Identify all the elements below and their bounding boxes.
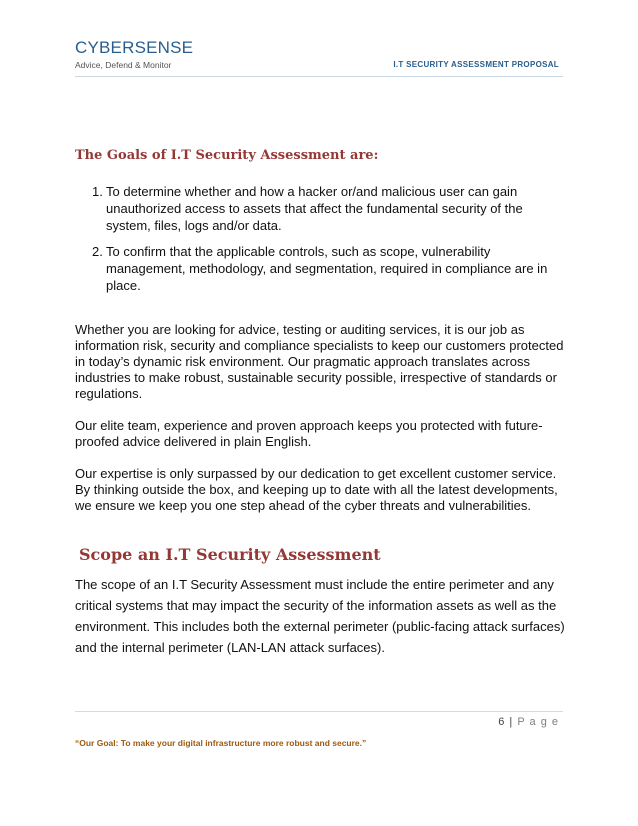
page-number	[498, 716, 559, 728]
goal-item-text: To determine whether and how a hacker or/and malicious user can gain unauthorized access to assets that affect the fundamental security of the system, files, logs and/or data.	[106, 184, 523, 233]
goal-item-number: 2.	[92, 244, 103, 259]
goal-item-text: To confirm that the applicable controls, such as scope, vulnerability management, methodology, and segmentation, required in compliance are in place.	[106, 244, 548, 293]
goal-item-2	[75, 243, 561, 294]
company-tagline: Advice, Defend & Monitor	[75, 60, 172, 70]
body-paragraphs	[75, 322, 575, 530]
goal-item-1	[75, 183, 561, 234]
footer-quote: “Our Goal: To make your digital infrastructure more robust and secure.”	[75, 738, 367, 748]
document-title: I.T SECURITY ASSESSMENT PROPOSAL	[393, 60, 559, 69]
page-separator: |	[509, 716, 514, 728]
goal-item-number: 1.	[92, 184, 103, 199]
paragraph-expertise: Our expertise is only surpassed by our dedication to get excellent customer service. By thinking outside the box, and keeping up to date with all the latest developments, we ensure we keep you one step ahead of the cyber threats and vulnerabilities.	[75, 466, 558, 513]
company-name: CYBERSENSE	[75, 38, 194, 57]
goals-heading: The Goals of I.T Security Assessment are:	[75, 148, 379, 163]
footer-divider	[75, 711, 563, 712]
scope-heading: Scope an I.T Security Assessment	[79, 545, 381, 564]
page-number-value: 6	[498, 716, 506, 728]
goals-list	[75, 183, 575, 303]
scope-paragraph: The scope of an I.T Security Assessment must include the entire perimeter and any critical systems that may impact the security of the information assets as well as the environment. This includes both the external perimeter (public-facing attack surfaces) and the internal perimeter (LAN-LAN attack surfaces).	[75, 577, 565, 655]
header-divider	[75, 76, 563, 77]
paragraph-team: Our elite team, experience and proven approach keeps you protected with future-proofed advice delivered in plain English.	[75, 418, 543, 449]
paragraph-advice: Whether you are looking for advice, testing or auditing services, it is our job as information risk, security and compliance specialists to keep our customers protected in today’s dynamic risk environment. Our pragmatic approach translates across industries to make robust, sustainable security possible, irrespective of standards or regulations.	[75, 322, 564, 401]
page-label: P a g e	[517, 716, 559, 728]
